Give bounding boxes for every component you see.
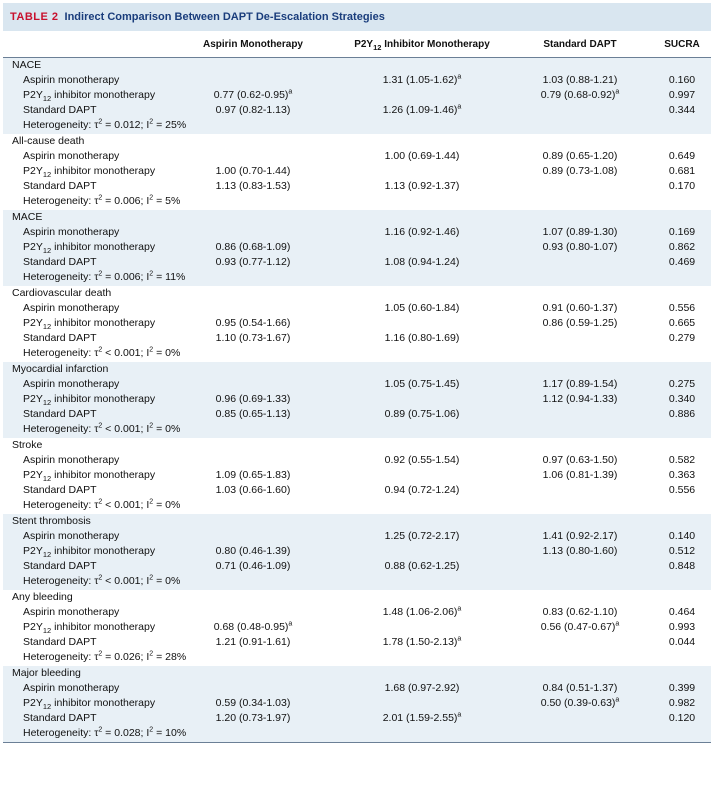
cell-empty: [507, 286, 653, 301]
header-row: [3, 31, 711, 57]
row-label-p2y12: $P2Y_{12}$ inhibitor monotherapy: [23, 621, 156, 636]
row-label-standard-dapt: Standard DAPT: [3, 255, 169, 270]
table-row: [3, 103, 711, 118]
table-row: [3, 498, 711, 513]
table-row: [3, 681, 711, 696]
cell-empty: [169, 134, 337, 149]
cell-dapt-vs-p2y12: 0.89 (0.75-1.06): [337, 407, 507, 422]
cell-p2y12-vs-aspirin: 0.96 (0.69-1.33): [169, 392, 337, 407]
heterogeneity-stat: Heterogeneity: $\tau^2 < 0.001$; $I^2 = 0\%$: [3, 574, 169, 589]
table-row: [3, 225, 711, 240]
cell-sucra-dapt: 0.848: [653, 559, 711, 574]
cell-empty: [507, 362, 653, 377]
footnote-mark: a: [457, 73, 462, 81]
cell-aspirin-vs-dapt: 1.03 (0.88-1.21): [507, 73, 653, 88]
cell-p2y12-vs-dapt: 0.86 (0.59-1.25): [542, 316, 618, 329]
cell-empty: [507, 574, 653, 589]
table-row: [3, 559, 711, 574]
table-row: [3, 346, 711, 361]
cell-dapt-vs-p2y12: 1.78 $(1.50-2.13)^a$: [382, 635, 462, 649]
cell-aspirin-vs-aspirin: [169, 453, 337, 468]
table-row: [3, 118, 711, 133]
heterogeneity-stat: Heterogeneity: $\tau^2 = 0.012$; $I^2 = 25\%$: [3, 118, 169, 133]
cell-p2y12-vs-p2y12: [337, 696, 507, 711]
cell-empty: [169, 422, 337, 437]
table-row: [3, 164, 711, 179]
table-row: [3, 468, 711, 483]
cell-dapt-vs-p2y12: 1.16 (0.80-1.69): [384, 332, 460, 345]
row-label-standard-dapt: Standard DAPT: [23, 484, 97, 497]
table-row: [3, 666, 711, 681]
cell-p2y12-vs-aspirin: 0.86 (0.68-1.09): [169, 240, 337, 255]
cell-p2y12-vs-dapt: 0.50 $(0.39-0.63)^a$: [507, 696, 653, 711]
cell-empty: [507, 422, 653, 437]
cell-sucra-p2y12: 0.340: [653, 392, 711, 407]
footnote-mark: a: [615, 88, 620, 96]
cell-dapt-vs-dapt: [507, 103, 653, 118]
table-row: [3, 88, 711, 103]
cell-dapt-vs-p2y12: 0.94 (0.72-1.24): [384, 484, 460, 497]
cell-empty: [169, 666, 337, 681]
cell-aspirin-vs-p2y12: 1.31 $(1.05-1.62)^a$: [337, 73, 507, 88]
cell-aspirin-vs-p2y12: 1.00 (0.69-1.44): [384, 149, 460, 162]
cell-empty: [169, 574, 337, 589]
table-row: [3, 301, 711, 316]
cell-sucra-p2y12: 0.512: [653, 544, 711, 559]
footnote-mark: a: [615, 620, 620, 628]
cell-empty: [337, 666, 507, 681]
cell-dapt-vs-dapt: [507, 407, 653, 422]
row-label-standard-dapt: Standard DAPT: [3, 559, 169, 574]
cell-empty: [653, 574, 711, 589]
cell-empty: [653, 514, 711, 529]
cell-dapt-vs-p2y12: 0.88 (0.62-1.25): [337, 559, 507, 574]
cell-sucra-p2y12: 0.363: [668, 468, 696, 481]
cell-dapt-vs-p2y12: 2.01 $(1.59-2.55)^a$: [337, 711, 507, 726]
cell-p2y12-vs-p2y12: [337, 240, 507, 255]
cell-aspirin-vs-p2y12: 1.68 (0.97-2.92): [337, 681, 507, 696]
cell-dapt-vs-aspirin: 0.97 (0.82-1.13): [169, 103, 337, 118]
cell-empty: [337, 574, 507, 589]
cell-empty: [169, 498, 337, 513]
row-label-p2y12: $P2Y_{12}$ inhibitor monotherapy: [3, 240, 169, 255]
cell-empty: [507, 194, 653, 209]
cell-empty: [169, 514, 337, 529]
cell-empty: [169, 650, 337, 665]
table-row: [3, 316, 711, 331]
group-name: MACE: [3, 210, 169, 225]
cell-empty: [337, 650, 507, 665]
table-row: [3, 574, 711, 589]
cell-empty: [653, 134, 711, 149]
cell-aspirin-vs-aspirin: [169, 149, 337, 164]
table-row: [3, 422, 711, 437]
table-row: [3, 407, 711, 422]
cell-aspirin-vs-aspirin: [169, 225, 337, 240]
cell-aspirin-vs-dapt: 0.97 (0.63-1.50): [542, 453, 618, 466]
cell-empty: [337, 118, 507, 133]
table-row: [3, 529, 711, 544]
cell-p2y12-vs-aspirin: 1.09 (0.65-1.83): [215, 468, 291, 481]
row-label-standard-dapt: Standard DAPT: [3, 711, 169, 726]
cell-dapt-vs-dapt: [507, 179, 653, 194]
row-label-aspirin: Aspirin monotherapy: [3, 73, 169, 88]
heterogeneity-stat: Heterogeneity: $\tau^2 = 0.006$; $I^2 = 5\%$: [23, 194, 181, 208]
cell-sucra-aspirin: 0.275: [653, 377, 711, 392]
table-row: [3, 240, 711, 255]
cell-sucra-p2y12: 0.665: [668, 316, 696, 329]
cell-empty: [507, 590, 653, 605]
row-label-standard-dapt: Standard DAPT: [3, 407, 169, 422]
table-row: [3, 194, 711, 209]
table-row: [3, 179, 711, 194]
row-label-p2y12: $P2Y_{12}$ inhibitor monotherapy: [23, 164, 156, 180]
table-row: [3, 286, 711, 301]
cell-p2y12-vs-dapt: 1.13 (0.80-1.60): [507, 544, 653, 559]
heterogeneity-stat: Heterogeneity: $\tau^2 < 0.001$; $I^2 = 0\%$: [23, 498, 181, 512]
cell-sucra-dapt: 0.886: [653, 407, 711, 422]
cell-empty: [337, 422, 507, 437]
cell-aspirin-vs-dapt: 0.91 (0.60-1.37): [542, 301, 618, 314]
cell-empty: [337, 194, 507, 209]
cell-empty: [337, 286, 507, 301]
cell-empty: [169, 194, 337, 209]
cell-p2y12-vs-p2y12: [337, 468, 507, 483]
cell-aspirin-vs-p2y12: 0.92 (0.55-1.54): [384, 453, 460, 466]
cell-aspirin-vs-dapt: 0.89 (0.65-1.20): [542, 149, 618, 162]
cell-p2y12-vs-dapt: 0.56 $(0.47-0.67)^a$: [540, 620, 620, 634]
footnote-mark: a: [457, 635, 462, 643]
footnote-mark: a: [615, 696, 620, 704]
row-label-aspirin: Aspirin monotherapy: [3, 377, 169, 392]
cell-p2y12-vs-aspirin: 0.77 $(0.62-0.95)^a$: [169, 88, 337, 103]
header-p2y12: $P2Y_{12}$ Inhibitor Monotherapy: [337, 31, 507, 57]
group-name: Myocardial infarction: [3, 362, 169, 377]
group-name: All-cause death: [12, 134, 85, 147]
cell-dapt-vs-dapt: [507, 331, 653, 346]
bottom-rule: [3, 742, 711, 743]
cell-empty: [507, 346, 653, 361]
table-row: [3, 605, 711, 620]
row-label-standard-dapt: Standard DAPT: [23, 332, 97, 345]
cell-empty: [337, 590, 507, 605]
cell-empty: [507, 57, 653, 73]
cell-dapt-vs-dapt: [507, 483, 653, 498]
table-row: [3, 377, 711, 392]
cell-aspirin-vs-dapt: 1.41 (0.92-2.17): [507, 529, 653, 544]
footnote-mark: a: [457, 103, 462, 111]
table-row: [3, 726, 711, 741]
cell-empty: [653, 194, 711, 209]
cell-dapt-vs-dapt: [507, 559, 653, 574]
cell-empty: [337, 362, 507, 377]
row-label-p2y12: $P2Y_{12}$ inhibitor monotherapy: [3, 392, 169, 407]
table-row: [3, 453, 711, 468]
cell-p2y12-vs-dapt: 0.89 (0.73-1.08): [542, 164, 618, 177]
cell-p2y12-vs-aspirin: 0.80 (0.46-1.39): [169, 544, 337, 559]
footnote-mark: a: [288, 620, 293, 628]
table-row: [3, 650, 711, 665]
cell-sucra-dapt: 0.344: [653, 103, 711, 118]
cell-empty: [507, 726, 653, 741]
cell-empty: [169, 270, 337, 285]
cell-empty: [169, 438, 337, 453]
header-sucra: SUCRA: [653, 31, 711, 57]
heterogeneity-stat: Heterogeneity: $\tau^2 < 0.001$; $I^2 = 0\%$: [23, 346, 181, 360]
cell-sucra-aspirin: 0.582: [668, 453, 696, 466]
cell-p2y12-vs-dapt: 0.93 (0.80-1.07): [507, 240, 653, 255]
data-table: [3, 31, 711, 742]
heterogeneity-stat: Heterogeneity: $\tau^2 < 0.001$; $I^2 = 0\%$: [3, 422, 169, 437]
cell-dapt-vs-p2y12: 1.08 (0.94-1.24): [337, 255, 507, 270]
cell-p2y12-vs-dapt: 1.06 (0.81-1.39): [542, 468, 618, 481]
cell-dapt-vs-aspirin: 0.93 (0.77-1.12): [169, 255, 337, 270]
cell-dapt-vs-dapt: [507, 711, 653, 726]
cell-p2y12-vs-p2y12: [337, 392, 507, 407]
cell-p2y12-vs-p2y12: [337, 164, 507, 179]
cell-dapt-vs-dapt: [507, 255, 653, 270]
cell-dapt-vs-aspirin: 1.10 (0.73-1.67): [215, 332, 291, 345]
table-row: [3, 620, 711, 635]
row-label-aspirin: Aspirin monotherapy: [23, 453, 120, 466]
cell-sucra-aspirin: 0.464: [668, 605, 696, 618]
cell-dapt-vs-aspirin: 1.13 (0.83-1.53): [215, 180, 291, 193]
cell-empty: [507, 514, 653, 529]
table-row: [3, 57, 711, 73]
cell-empty: [169, 286, 337, 301]
row-label-p2y12: $P2Y_{12}$ inhibitor monotherapy: [3, 696, 169, 711]
cell-empty: [169, 210, 337, 225]
cell-sucra-p2y12: 0.993: [668, 621, 696, 634]
cell-empty: [507, 270, 653, 285]
cell-empty: [337, 726, 507, 741]
cell-sucra-aspirin: 0.556: [668, 301, 696, 314]
table-row: [3, 711, 711, 726]
cell-p2y12-vs-p2y12: [337, 88, 507, 103]
table-row: [3, 134, 711, 149]
cell-empty: [169, 362, 337, 377]
cell-dapt-vs-aspirin: 0.85 (0.65-1.13): [169, 407, 337, 422]
row-label-standard-dapt: Standard DAPT: [23, 180, 97, 193]
table-row: [3, 514, 711, 529]
table-row: [3, 331, 711, 346]
cell-empty: [337, 514, 507, 529]
table-row: [3, 438, 711, 453]
cell-empty: [653, 270, 711, 285]
cell-empty: [653, 650, 711, 665]
cell-aspirin-vs-p2y12: 1.48 $(1.06-2.06)^a$: [382, 605, 462, 618]
cell-sucra-dapt: 0.556: [668, 484, 696, 497]
row-label-aspirin: Aspirin monotherapy: [23, 149, 120, 162]
cell-empty: [507, 118, 653, 133]
cell-sucra-aspirin: 0.140: [653, 529, 711, 544]
cell-empty: [653, 666, 711, 681]
cell-empty: [337, 134, 507, 149]
heterogeneity-stat: Heterogeneity: $\tau^2 = 0.026$; $I^2 = 28\%$: [23, 650, 187, 664]
cell-empty: [507, 666, 653, 681]
cell-dapt-vs-aspirin: 0.71 (0.46-1.09): [169, 559, 337, 574]
cell-empty: [507, 210, 653, 225]
cell-sucra-p2y12: 0.862: [653, 240, 711, 255]
cell-aspirin-vs-aspirin: [169, 529, 337, 544]
cell-p2y12-vs-p2y12: [337, 544, 507, 559]
cell-aspirin-vs-dapt: 1.07 (0.89-1.30): [507, 225, 653, 240]
header-blank: [3, 31, 169, 57]
cell-empty: [337, 438, 507, 453]
cell-aspirin-vs-aspirin: [169, 73, 337, 88]
cell-sucra-aspirin: 0.399: [653, 681, 711, 696]
table-row: [3, 696, 711, 711]
cell-aspirin-vs-p2y12: 1.25 (0.72-2.17): [337, 529, 507, 544]
cell-p2y12-vs-aspirin: 1.00 (0.70-1.44): [215, 164, 291, 177]
table-title-bar: [3, 3, 711, 31]
cell-sucra-dapt: 0.469: [653, 255, 711, 270]
cell-empty: [653, 362, 711, 377]
cell-dapt-vs-aspirin: 1.21 (0.91-1.61): [215, 636, 291, 649]
cell-empty: [337, 346, 507, 361]
cell-p2y12-vs-dapt: 1.12 (0.94-1.33): [507, 392, 653, 407]
table-row: [3, 149, 711, 164]
header-aspirin: Aspirin Monotherapy: [169, 31, 337, 57]
row-label-aspirin: Aspirin monotherapy: [3, 225, 169, 240]
group-name: Major bleeding: [3, 666, 169, 681]
cell-sucra-p2y12: 0.681: [668, 164, 696, 177]
group-name: Stroke: [12, 438, 43, 451]
cell-empty: [653, 726, 711, 741]
cell-dapt-vs-dapt: [507, 635, 653, 650]
heterogeneity-stat: Heterogeneity: $\tau^2 = 0.006$; $I^2 = 11\%$: [3, 270, 169, 285]
cell-empty: [337, 57, 507, 73]
cell-sucra-aspirin: 0.169: [653, 225, 711, 240]
cell-empty: [507, 498, 653, 513]
row-label-standard-dapt: Standard DAPT: [23, 636, 97, 649]
cell-aspirin-vs-p2y12: 1.05 (0.60-1.84): [384, 301, 460, 314]
cell-empty: [653, 118, 711, 133]
cell-aspirin-vs-aspirin: [169, 681, 337, 696]
group-name: NACE: [3, 57, 169, 73]
cell-empty: [169, 57, 337, 73]
cell-empty: [337, 270, 507, 285]
cell-sucra-p2y12: 0.982: [653, 696, 711, 711]
row-label-aspirin: Aspirin monotherapy: [23, 605, 120, 618]
heterogeneity-stat: Heterogeneity: $\tau^2 = 0.028$; $I^2 = 10\%$: [3, 726, 169, 741]
table-row: [3, 483, 711, 498]
row-label-aspirin: Aspirin monotherapy: [23, 301, 120, 314]
cell-empty: [653, 438, 711, 453]
cell-empty: [169, 726, 337, 741]
row-label-aspirin: Aspirin monotherapy: [3, 681, 169, 696]
cell-sucra-aspirin: 0.160: [653, 73, 711, 88]
footnote-mark: a: [457, 605, 462, 613]
group-name: Any bleeding: [12, 590, 73, 603]
table-title: Indirect Comparison Between DAPT De-Escalation Strategies: [64, 11, 385, 23]
cell-empty: [653, 422, 711, 437]
table-row: [3, 255, 711, 270]
cell-dapt-vs-aspirin: 1.03 (0.66-1.60): [215, 484, 291, 497]
cell-sucra-aspirin: 0.649: [668, 149, 696, 162]
cell-p2y12-vs-p2y12: [337, 620, 507, 635]
table-row: [3, 544, 711, 559]
group-name: Cardiovascular death: [12, 286, 112, 299]
footnote-mark: a: [288, 88, 293, 96]
table-row: [3, 392, 711, 407]
table-row: [3, 270, 711, 285]
cell-dapt-vs-p2y12: 1.26 $(1.09-1.46)^a$: [337, 103, 507, 118]
table-body: [3, 57, 711, 742]
cell-empty: [169, 590, 337, 605]
cell-sucra-p2y12: 0.997: [653, 88, 711, 103]
cell-aspirin-vs-aspirin: [169, 377, 337, 392]
cell-sucra-dapt: 0.044: [668, 636, 696, 649]
cell-empty: [169, 346, 337, 361]
cell-empty: [507, 650, 653, 665]
cell-empty: [653, 590, 711, 605]
row-label-aspirin: Aspirin monotherapy: [3, 529, 169, 544]
cell-empty: [337, 210, 507, 225]
cell-aspirin-vs-p2y12: 1.05 (0.75-1.45): [337, 377, 507, 392]
group-name: Stent thrombosis: [3, 514, 169, 529]
cell-sucra-dapt: 0.120: [653, 711, 711, 726]
cell-sucra-dapt: 0.279: [668, 332, 696, 345]
cell-dapt-vs-p2y12: 1.13 (0.92-1.37): [384, 180, 460, 193]
row-label-p2y12: $P2Y_{12}$ inhibitor monotherapy: [23, 468, 156, 484]
comparison-table: [3, 3, 711, 743]
row-label-p2y12: $P2Y_{12}$ inhibitor monotherapy: [3, 88, 169, 103]
cell-aspirin-vs-dapt: 1.17 (0.89-1.54): [507, 377, 653, 392]
footnote-mark: a: [457, 711, 462, 719]
table-row: [3, 362, 711, 377]
cell-empty: [653, 210, 711, 225]
row-label-standard-dapt: Standard DAPT: [3, 103, 169, 118]
cell-sucra-dapt: 0.170: [668, 180, 696, 193]
cell-empty: [507, 438, 653, 453]
cell-empty: [507, 134, 653, 149]
table-row: [3, 73, 711, 88]
cell-p2y12-vs-aspirin: 0.68 $(0.48-0.95)^a$: [213, 620, 293, 634]
table-row: [3, 635, 711, 650]
cell-empty: [169, 118, 337, 133]
table-label: TABLE 2: [10, 11, 59, 23]
cell-empty: [653, 286, 711, 301]
cell-aspirin-vs-aspirin: [169, 301, 337, 316]
cell-empty: [653, 57, 711, 73]
row-label-p2y12: $P2Y_{12}$ inhibitor monotherapy: [23, 316, 156, 332]
cell-aspirin-vs-dapt: 0.84 (0.51-1.37): [507, 681, 653, 696]
cell-aspirin-vs-dapt: 0.83 (0.62-1.10): [542, 605, 618, 618]
row-label-p2y12: $P2Y_{12}$ inhibitor monotherapy: [3, 544, 169, 559]
cell-p2y12-vs-dapt: 0.79 $(0.68-0.92)^a$: [507, 88, 653, 103]
table-row: [3, 210, 711, 225]
cell-p2y12-vs-p2y12: [337, 316, 507, 331]
header-standard-dapt: Standard DAPT: [507, 31, 653, 57]
cell-empty: [653, 498, 711, 513]
cell-aspirin-vs-aspirin: [169, 605, 337, 620]
cell-empty: [337, 498, 507, 513]
cell-p2y12-vs-aspirin: 0.95 (0.54-1.66): [215, 316, 291, 329]
table-row: [3, 590, 711, 605]
cell-empty: [653, 346, 711, 361]
cell-aspirin-vs-p2y12: 1.16 (0.92-1.46): [337, 225, 507, 240]
cell-dapt-vs-aspirin: 1.20 (0.73-1.97): [169, 711, 337, 726]
cell-p2y12-vs-aspirin: 0.59 (0.34-1.03): [169, 696, 337, 711]
